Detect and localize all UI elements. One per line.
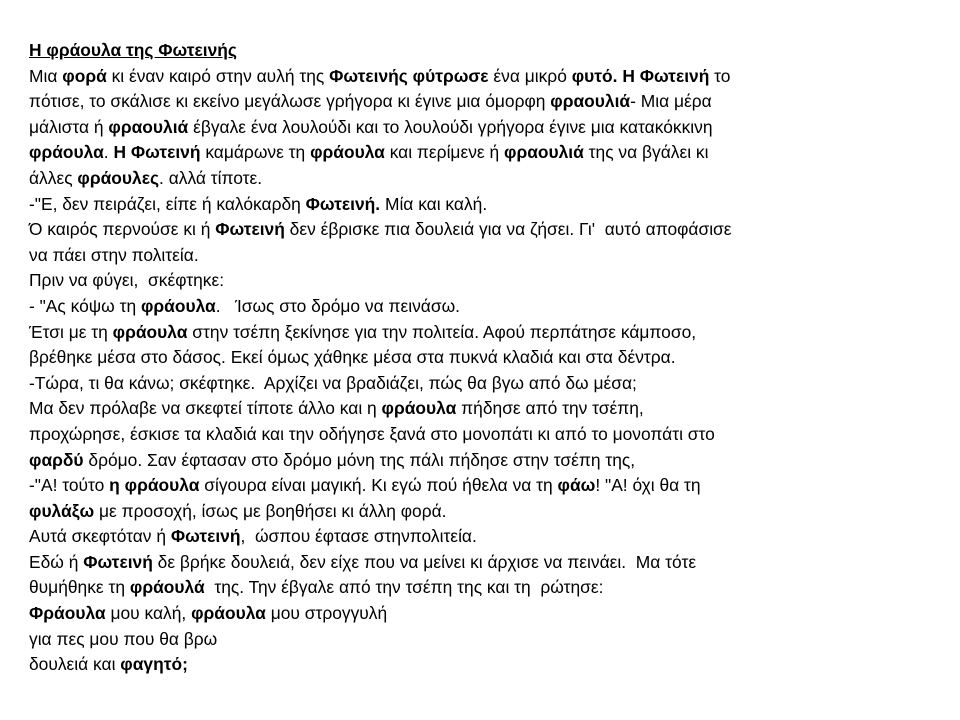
bold-text-segment: Φωτεινή. (305, 193, 381, 214)
bold-text-segment: η φράουλα (109, 475, 200, 496)
text-line (29, 320, 949, 346)
bold-text-segment: φράουλα (310, 142, 385, 163)
bold-text-segment: Η Φωτεινή (113, 142, 201, 163)
text-segment: δεν έβρισκε πια δουλειά για να ζήσει. Γι' αυτό αποφάσισε (284, 219, 732, 240)
bold-text-segment: Φωτεινή (215, 219, 285, 240)
text-line (29, 345, 949, 371)
bold-text-segment: φραουλιά (550, 91, 631, 112)
text-segment: Μία και καλή. (380, 193, 488, 214)
bold-text-segment: φορά (62, 65, 107, 86)
text-segment: μου καλή, (105, 603, 192, 624)
bold-text-segment: φράουλα (140, 295, 216, 316)
text-segment: Έτσι με τη (29, 321, 113, 342)
text-line (29, 499, 949, 525)
bold-text-segment: φαγητό; (120, 654, 188, 675)
text-segment: το (709, 65, 731, 86)
text-segment: θυμήθηκε τη (29, 577, 130, 598)
text-line (29, 371, 949, 397)
text-segment: δρόμο. Σαν έφτασαν στο δρόμο μόνη της πάλι πήδησε στην τσέπη της, (83, 449, 636, 470)
text-segment: , ώσπου έφτασε στηνπολιτεία. (240, 526, 477, 547)
bold-text-segment: φράουλα (381, 398, 457, 419)
text-segment: -Τώρα, τι θα κάνω; σκέφτηκε. Αρχίζει να βραδιάζει, πώς θα βγω από δω μέσα; (29, 372, 637, 393)
bold-text-segment: φράουλα (191, 603, 266, 624)
text-line (29, 422, 949, 448)
text-segment: καμάρωνε τη (200, 142, 311, 163)
bold-text-segment: Φωτεινή (170, 526, 241, 547)
text-line (29, 396, 949, 422)
text-line (29, 89, 949, 115)
bold-text-segment: Φράουλα (29, 603, 106, 624)
text-segment: δουλειά και (29, 654, 121, 675)
text-segment: . Ίσως στο δρόμο να πεινάσω. (215, 295, 460, 316)
bold-text-segment: Φωτεινής φύτρωσε (329, 65, 489, 86)
text-segment: ! "Α! όχι θα τη (595, 475, 701, 496)
text-segment: κι έναν καιρό στην αυλή της (106, 65, 330, 86)
text-segment: Εδώ ή (29, 551, 84, 572)
text-line (29, 140, 949, 166)
bold-text-segment: φράουλα (29, 142, 104, 163)
text-line (29, 192, 949, 218)
text-segment: μάλιστα ή (29, 116, 109, 137)
text-segment: να πάει στην πολιτεία. (29, 244, 199, 265)
text-segment: -"Α! τούτο (29, 475, 110, 496)
bold-text-segment: φραουλιά (504, 142, 584, 163)
text-segment: βρέθηκε μέσα στο δάσος. Εκεί όμως χάθηκε μέσα στα πυκνά κλαδιά και στα δέντρα. (29, 347, 676, 368)
text-segment: - Μια μέρα (630, 91, 712, 112)
text-segment: με προσοχή, ίσως με βοηθήσει κι άλλη φορά. (94, 500, 447, 521)
text-segment: άλλες (29, 167, 78, 188)
text-line (29, 64, 949, 90)
text-segment: . (103, 142, 114, 163)
text-line (29, 473, 949, 499)
text-line (29, 601, 949, 627)
text-line (29, 550, 949, 576)
text-segment: της. Την έβγαλε από την τσέπη της και τη ρώτησε: (204, 577, 604, 598)
text-segment: Πριν να φύγει, σκέφτηκε: (29, 270, 225, 291)
text-segment: και περίμενε ή (384, 142, 504, 163)
text-segment: ένα μικρό (488, 65, 572, 86)
text-line (29, 115, 949, 141)
text-segment: πήδησε από την τσέπη, (456, 398, 644, 419)
text-segment: στην τσέπη ξεκίνησε για την πολιτεία. Αφού περπάτησε κάμποσο, (187, 321, 697, 342)
text-line (29, 166, 949, 192)
text-line (29, 217, 949, 243)
text-line (29, 294, 949, 320)
text-line (29, 524, 949, 550)
text-segment: προχώρησε, έσκισε τα κλαδιά και την οδήγησε ξανά στο μονοπάτι κι από το μονοπάτι στο (29, 423, 715, 444)
text-segment: -"Ε, δεν πειράζει, είπε ή καλόκαρδη (29, 193, 306, 214)
text-line (29, 448, 949, 474)
text-line (29, 652, 949, 678)
text-segment: Ό καιρός περνούσε κι ή (29, 219, 216, 240)
text-segment: Μα δεν πρόλαβε να σκεφτεί τίποτε άλλο και η (29, 398, 382, 419)
bold-text-segment: φάω (557, 475, 596, 496)
text-segment: - "Ας κόψω τη (29, 295, 141, 316)
text-segment: πότισε, το σκάλισε κι εκείνο μεγάλωσε γρήγορα κι έγινε μια όμορφη (29, 91, 551, 112)
text-segment: δε βρήκε δουλειά, δεν είχε που να μείνει κι άρχισε να πεινάει. Μα τότε (152, 551, 697, 572)
document-title: Η φράουλα της Φωτεινής (29, 40, 237, 60)
document-page (29, 38, 949, 678)
bold-text-segment: Φωτεινή (83, 551, 153, 572)
text-line (29, 268, 949, 294)
bold-text-segment: φαρδύ (29, 449, 84, 470)
text-segment: της να βγάλει κι (583, 142, 709, 163)
text-segment: μου στρογγυλή (265, 603, 388, 624)
bold-text-segment: φράουλες (77, 167, 160, 188)
text-line (29, 575, 949, 601)
text-segment: Μια (29, 65, 63, 86)
bold-text-segment: φυλάξω (29, 500, 95, 521)
text-line (29, 243, 949, 269)
text-segment: σίγουρα είναι μαγική. Κι εγώ πού ήθελα να τη (199, 475, 558, 496)
bold-text-segment: φραουλιά (108, 116, 189, 137)
bold-text-segment: φράουλά (129, 577, 205, 598)
text-segment: Αυτά σκεφτόταν ή (29, 526, 171, 547)
text-line (29, 627, 949, 653)
text-segment: για πες μου που θα βρω (29, 628, 218, 649)
text-segment: έβγαλε ένα λουλούδι και το λουλούδι γρήγορα έγινε μια κατακόκκινη (188, 116, 713, 137)
document-body (29, 64, 949, 678)
bold-text-segment: φράουλα (112, 321, 188, 342)
bold-text-segment: φυτό. Η Φωτεινή (571, 65, 710, 86)
text-segment: . αλλά τίποτε. (159, 167, 263, 188)
